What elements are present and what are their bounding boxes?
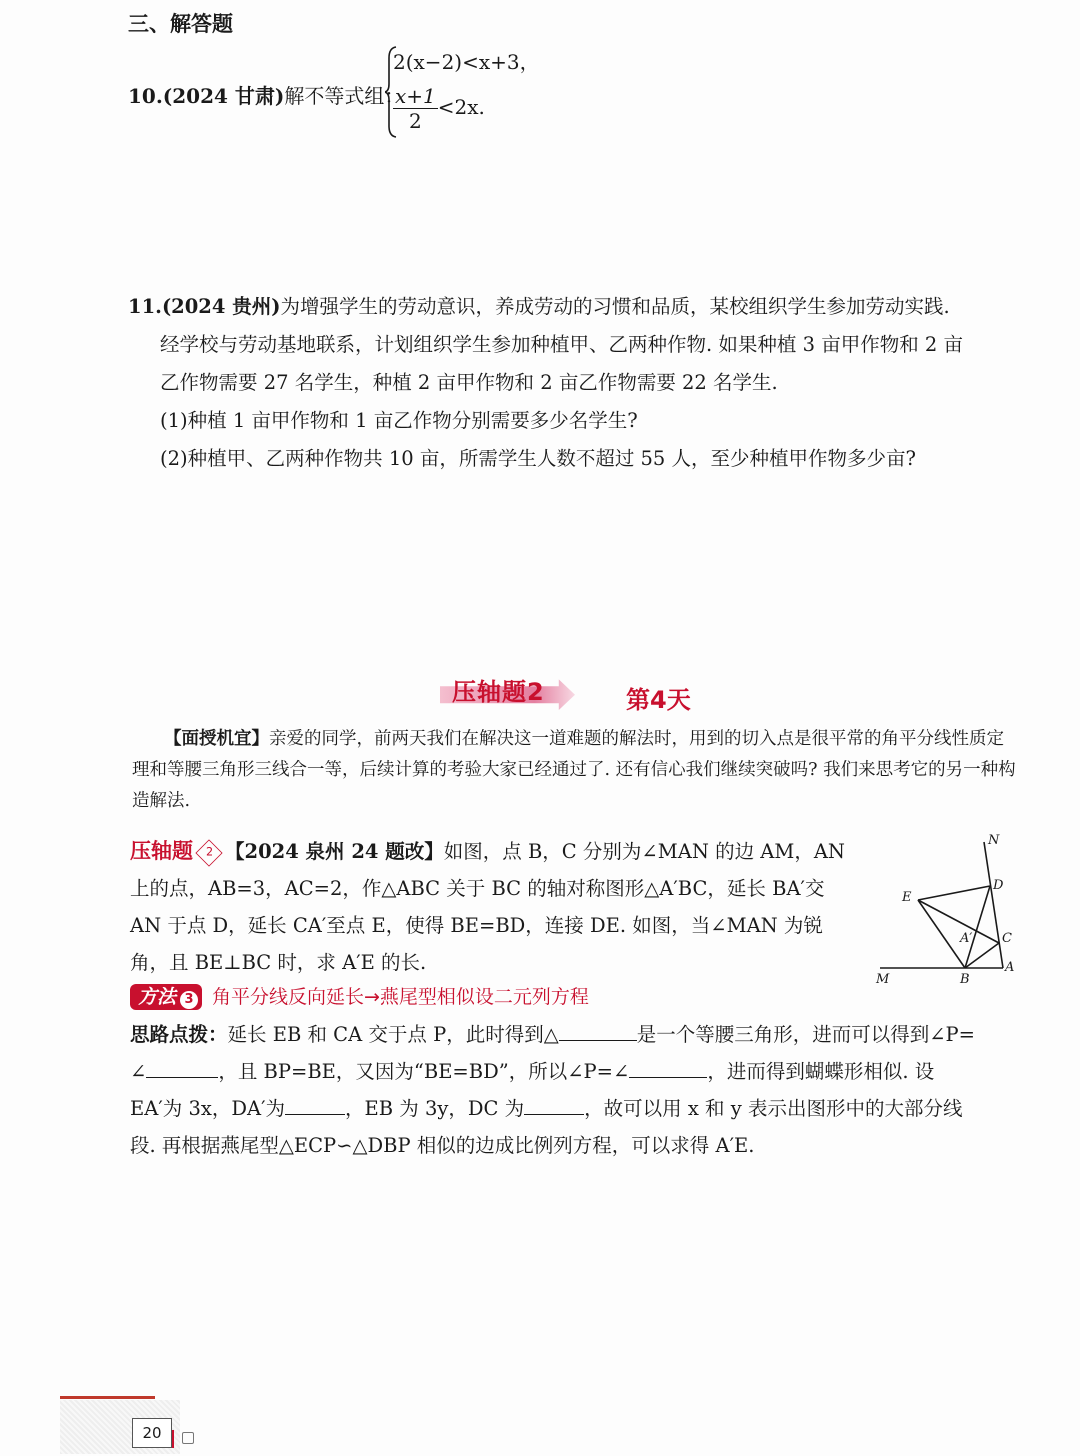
q11-number: 11. <box>128 295 162 318</box>
method-text: 角平分线反向延长→燕尾型相似设二元列方程 <box>212 986 589 1008</box>
problem-line-4: 角，且 BE⊥BC 时，求 A′E 的长. <box>130 951 427 974</box>
problem-label: 压轴题 <box>130 839 193 863</box>
intro-text: 亲爱的同学，前两天我们在解决这一道难题的解法时，用到的切入点是很平常的角平分线性质定理和等腰三角形三线合一等，后续计算的考验大家已经通过了. 还有信心我们继续突破吗? 我们来思考它的另一种构造解法. <box>132 729 1016 811</box>
badge-number: 2 <box>205 845 214 859</box>
square-icon <box>182 1432 194 1444</box>
q10-rhs: <2x. <box>437 95 485 119</box>
hint-line-1 <box>130 1016 1016 1053</box>
q10-inequality-2 <box>393 84 485 133</box>
label-C: C <box>1002 931 1012 946</box>
intro-paragraph <box>132 724 1016 817</box>
q11-source: (2024 贵州) <box>161 295 281 318</box>
q10-number: 10. <box>128 84 163 108</box>
hint-text: ∠ <box>130 1060 147 1083</box>
q11-line-2: 经学校与劳动基地联系，计划组织学生参加种植甲、乙两种作物. 如果种植 3 亩甲作物和 2 亩 <box>160 333 964 356</box>
problem-line-3: AN 于点 D，延长 CA′至点 E，使得 BE=BD，连接 DE. 如图，当∠MAN 为锐 <box>130 914 823 937</box>
method-number: 3 <box>180 991 198 1009</box>
q10-source: (2024 甘肃) <box>162 84 285 108</box>
label-B: B <box>960 972 970 987</box>
q10-prompt: 解不等式组： <box>284 84 405 108</box>
banner-tag: 压轴题2 <box>452 678 545 706</box>
method-heading <box>130 982 589 1010</box>
hint-label: 思路点拨： <box>130 1023 228 1046</box>
problem-statement <box>130 833 855 981</box>
intro-label: 【面授机宜】 <box>164 729 269 749</box>
label-A-prime: A′ <box>960 931 973 946</box>
label-A: A <box>1005 960 1015 975</box>
hint-text: EA′为 3x，DA′为 <box>130 1097 285 1120</box>
geometry-figure <box>868 830 1028 990</box>
answer-blank[interactable] <box>285 1095 345 1116</box>
hint-line-2 <box>130 1053 1016 1090</box>
hint-text: 是一个等腰三角形，进而可以得到∠P= <box>636 1023 976 1046</box>
label-M: M <box>876 972 890 987</box>
answer-blank[interactable] <box>524 1095 584 1116</box>
answer-blank[interactable] <box>559 1021 637 1042</box>
hint-text: ，EB 为 3y，DC 为 <box>345 1097 525 1120</box>
method-pill <box>130 984 202 1010</box>
hint-text: ，进而得到蝴蝶形相似. 设 <box>707 1060 935 1083</box>
banner-day: 第4天 <box>626 686 691 714</box>
q11-line-1 <box>128 288 1028 326</box>
section-title: 三、解答题 <box>128 12 233 36</box>
answer-blank[interactable] <box>146 1058 218 1079</box>
problem-text-1: 如图，点 B，C 分别为∠MAN 的边 AM，AN <box>443 840 845 863</box>
problem-line-2: 上的点，AB=3，AC=2，作△ABC 关于 BC 的轴对称图形△A′BC，延长 BA′交 <box>130 877 825 900</box>
method-label: 方法 <box>138 986 177 1008</box>
hint-line-3 <box>130 1090 1016 1127</box>
hint-text: 延长 EB 和 CA 交于点 P，此时得到△ <box>227 1023 559 1046</box>
q10-inequality-1: 2(x−2)<x+3， <box>393 50 540 74</box>
fraction-denominator: 2 <box>409 109 422 133</box>
q11-line-3: 乙作物需要 27 名学生，种植 2 亩甲作物和 2 亩乙作物需要 22 名学生. <box>160 371 778 394</box>
hint-text: ，故可以用 x 和 y 表示出图形中的大部分线 <box>584 1097 963 1120</box>
footer-rule <box>60 1396 155 1399</box>
q10-lead <box>128 80 404 109</box>
page-number: 20 <box>132 1418 172 1448</box>
problem-source: 【2024 泉州 24 题改】 <box>225 840 444 863</box>
problem-line-1 <box>130 833 855 870</box>
hint-text: ，且 BP=BE，又因为“BE=BD”，所以∠P=∠ <box>218 1060 630 1083</box>
answer-blank[interactable] <box>629 1058 707 1079</box>
label-E: E <box>902 890 912 905</box>
fraction-numerator: x+1 <box>395 84 436 108</box>
fraction <box>393 84 438 133</box>
q11-sub-2: (2)种植甲、乙两种作物共 10 亩，所需学生人数不超过 55 人，至少种植甲作物多少亩? <box>160 447 916 470</box>
question-10 <box>128 44 628 144</box>
hint-paragraph <box>130 1016 1016 1164</box>
diamond-badge-icon <box>195 839 222 866</box>
q11-sub-1: (1)种植 1 亩甲作物和 1 亩乙作物分别需要多少名学生? <box>160 409 638 432</box>
q11-text: 为增强学生的劳动意识，养成劳动的习惯和品质，某校组织学生参加劳动实践. <box>280 295 950 318</box>
label-N: N <box>988 833 1000 848</box>
label-D: D <box>993 878 1004 893</box>
question-11 <box>128 288 1028 478</box>
hint-line-4: 段. 再根据燕尾型△ECP∽△DBP 相似的边成比例列方程，可以求得 A′E. <box>130 1134 755 1157</box>
section-banner <box>440 672 740 718</box>
